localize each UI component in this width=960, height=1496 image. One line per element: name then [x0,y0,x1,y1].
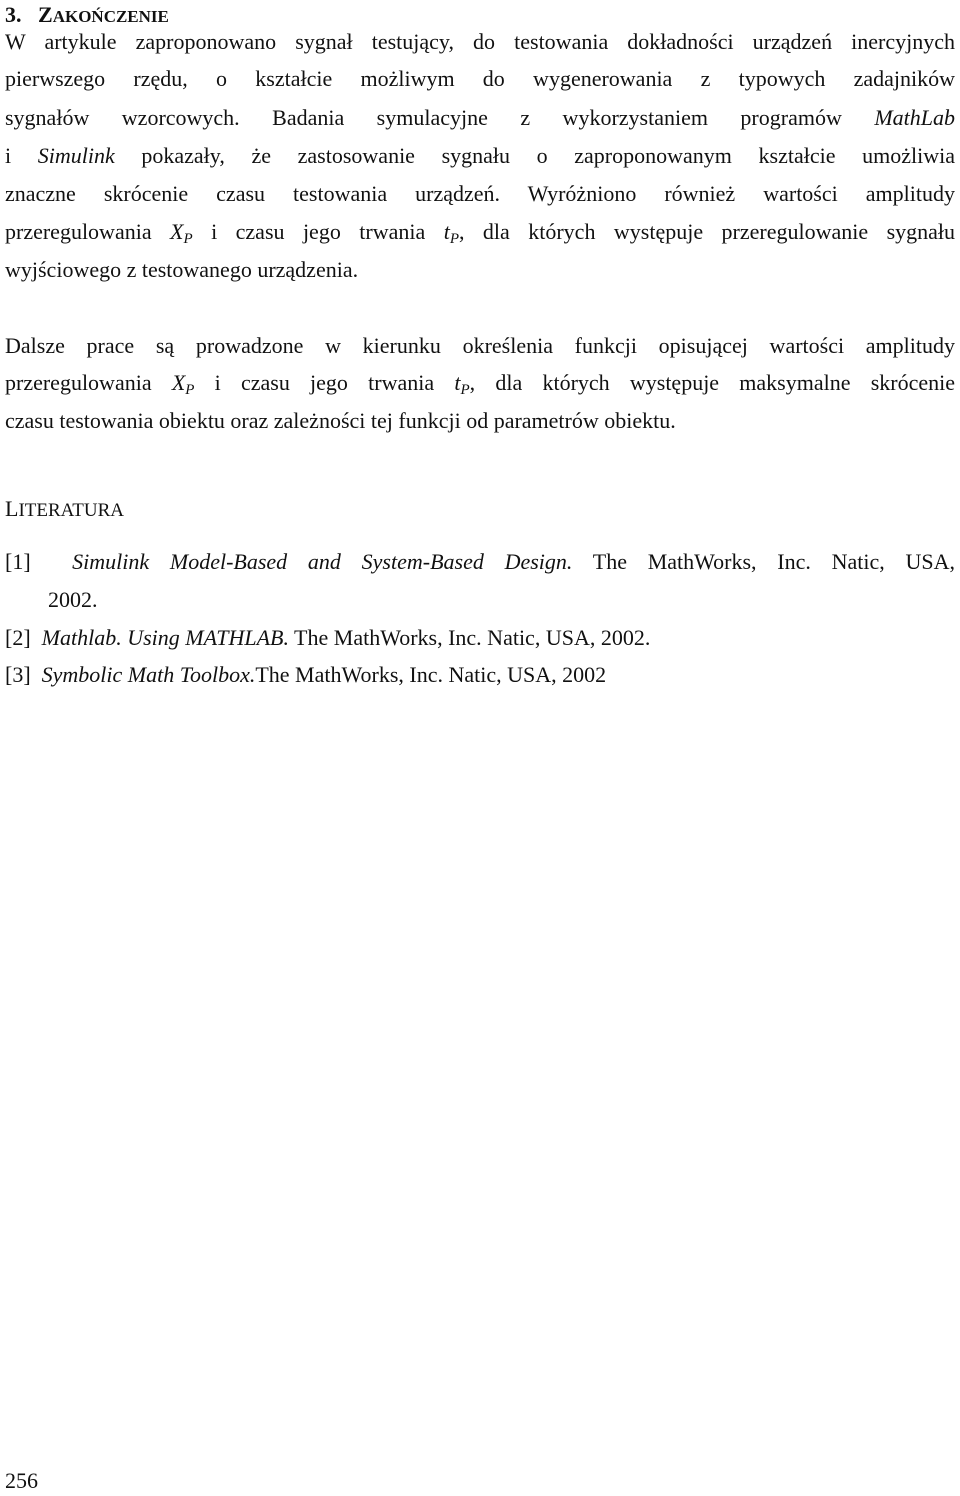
subscript: P [183,231,193,247]
text-run: przeregulowania [5,370,172,395]
section-heading [5,2,169,28]
text-run: 2002. [48,587,98,612]
paragraph-line [5,407,955,435]
text-run: The MathWorks, Inc. Natic, USA, 2002. [288,625,651,650]
paragraph-line [5,104,955,132]
page-number: 256 [5,1468,38,1493]
reference-item [5,661,955,689]
text-run: pierwszego rzędu, o kształcie możliwym do wygenerowania z typowych zadajników [5,66,955,91]
text-run: Dalsze prace są prowadzone w kierunku określenia funkcji opisującej wartości amplitudy [5,333,955,358]
italic-text: X [170,219,184,244]
italic-text: t [454,370,461,395]
text-run: W artykule zaproponowano sygnał testujący, do testowania dokładności urządzeń inercyjnych [5,29,955,54]
italic-text: Simulink Model-Based and System-Based Design. [72,549,573,574]
paragraph-line [5,369,955,397]
paragraph-line [5,28,955,56]
paragraph-line [5,218,955,246]
text-run: , dla których występuje maksymalne skrócenie [469,370,955,395]
italic-text: Simulink [37,143,115,168]
section-title-initial: Z [38,2,53,27]
paragraph-line [5,256,955,284]
text-run: wyjściowego z testowanego urządzenia. [5,257,359,282]
subscript: P [185,382,195,398]
paragraph-line [5,142,955,170]
text-run: The MathWorks, Inc. Natic, USA, [572,549,955,574]
paragraph-line [5,180,955,208]
reference-item [5,624,955,652]
italic-text: Symbolic Math Toolbox. [41,662,256,687]
section-number: 3. [5,2,22,27]
text-run: The MathWorks, Inc. Natic, USA, 2002 [255,662,607,687]
italic-text: t [443,219,450,244]
italic-text: Mathlab. Using MATHLAB. [41,625,289,650]
subscript: P [460,382,470,398]
text-run: [2] [5,625,42,650]
text-run: , dla których występuje przeregulowanie sygnału [458,219,956,244]
reference-item [5,548,955,576]
text-run: [3] [5,662,42,687]
literature-title-rest: ITERATURA [18,500,125,521]
paragraph-line [5,332,955,360]
reference-item [48,586,960,614]
text-run: i [5,143,38,168]
text-run: [1] [5,549,73,574]
text-run: pokazały, że zastosowanie sygnału o zaproponowanym kształcie umożliwia [114,143,955,168]
text-run: przeregulowania [5,219,171,244]
literature-heading [5,496,124,522]
literature-title-initial: L [5,496,19,521]
text-run: sygnałów wzorcowych. Badania symulacyjne z wykorzystaniem programów [5,105,875,130]
italic-text: MathLab [874,105,955,130]
text-run: i czasu jego trwania [192,219,444,244]
paragraph-line [5,65,955,93]
text-run: znaczne skrócenie czasu testowania urządzeń. Wyróżniono również wartości amplitudy [5,181,955,206]
section-title-rest: AKOŃCZENIE [52,7,169,26]
italic-text: X [171,370,186,395]
text-run: czasu testowania obiektu oraz zależności tej funkcji od parametrów obiektu. [5,408,676,433]
text-run: i czasu jego trwania [194,370,455,395]
subscript: P [449,231,459,247]
